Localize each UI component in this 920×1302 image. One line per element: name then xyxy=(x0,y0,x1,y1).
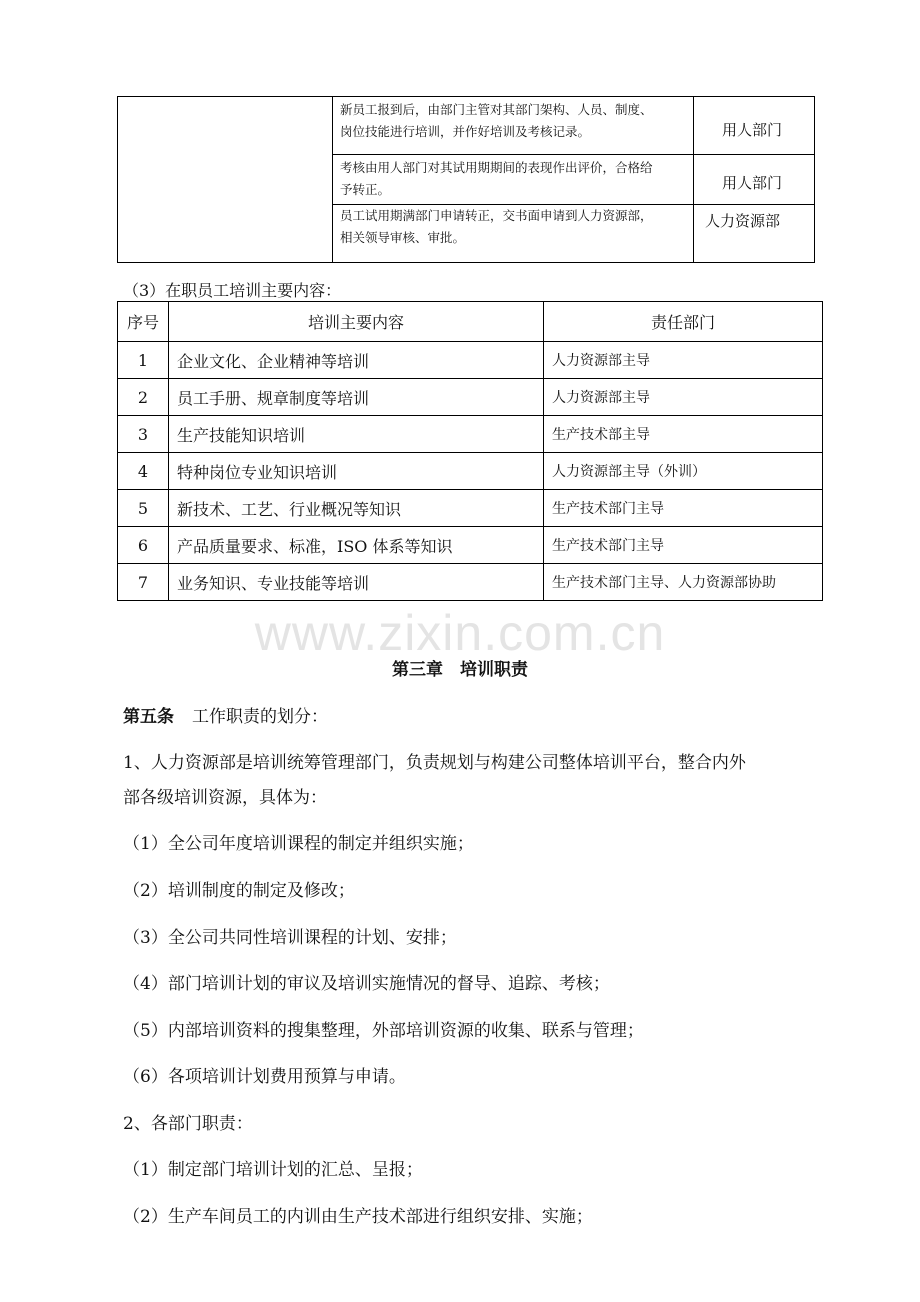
table-row xyxy=(118,527,823,564)
table-row-description: 考核由用人部门对其试用期期间的表现作出评价，合格给 予转正。 xyxy=(340,160,653,197)
watermark: www.zixin.com.cn xyxy=(254,605,666,661)
list-item: （6）各项培训计划费用预算与申请。 xyxy=(123,1067,406,1087)
table-row xyxy=(118,342,823,379)
row-dept: 人力资源部主导 xyxy=(544,342,823,379)
list-item: （1）制定部门培训计划的汇总、呈报； xyxy=(123,1160,423,1180)
header-content: 培训主要内容 xyxy=(169,302,544,342)
training-content-table xyxy=(117,301,823,601)
list-item: （1）全公司年度培训课程的制定并组织实施； xyxy=(123,834,474,854)
row-dept: 人力资源部主导 xyxy=(544,379,823,416)
table-row-description: 员工试用期满部门申请转正，交书面申请到人力资源部， 相关领导审核、审批。 xyxy=(340,208,653,245)
row-content: 员工手册、规章制度等培训 xyxy=(169,379,544,416)
row-dept: 生产技术部主导 xyxy=(544,416,823,453)
probation-training-table xyxy=(117,96,815,263)
row-number: 2 xyxy=(118,379,169,416)
row-content: 特种岗位专业知识培训 xyxy=(169,453,544,490)
row-dept: 生产技术部门主导 xyxy=(544,527,823,564)
row-number: 7 xyxy=(118,564,169,601)
row-dept: 生产技术部门主导、人力资源部协助 xyxy=(544,564,823,601)
table-row xyxy=(118,490,823,527)
table-row xyxy=(118,564,823,601)
row-divider xyxy=(332,154,814,155)
column-divider xyxy=(332,97,333,262)
row-content: 新技术、工艺、行业概况等知识 xyxy=(169,490,544,527)
table-row-dept: 人力资源部 xyxy=(705,212,781,230)
table-row xyxy=(118,416,823,453)
list-item: （4）部门培训计划的审议及培训实施情况的督导、追踪、考核； xyxy=(123,974,610,994)
section-3-title: （3）在职员工培训主要内容： xyxy=(123,281,342,300)
hr-duty-paragraph-line: 1、人力资源部是培训统筹管理部门，负责规划与构建公司整体培训平台，整合内外 xyxy=(123,753,746,773)
article-heading xyxy=(123,702,328,727)
row-number: 6 xyxy=(118,527,169,564)
column-divider xyxy=(693,97,694,262)
dept-duty-title: 2、各部门职责： xyxy=(123,1114,253,1134)
row-dept: 生产技术部门主导 xyxy=(544,490,823,527)
row-number: 1 xyxy=(118,342,169,379)
header-dept: 责任部门 xyxy=(544,302,823,342)
list-item: （2）生产车间员工的内训由生产技术部进行组织安排、实施； xyxy=(123,1207,593,1227)
row-number: 3 xyxy=(118,416,169,453)
article-label: 第五条 xyxy=(123,707,174,727)
row-number: 5 xyxy=(118,490,169,527)
row-dept: 人力资源部主导（外训） xyxy=(544,453,823,490)
table-header-row xyxy=(118,302,823,342)
article-title: 工作职责的划分： xyxy=(192,707,328,727)
table-row-dept: 用人部门 xyxy=(722,174,783,192)
row-content: 业务知识、专业技能等培训 xyxy=(169,564,544,601)
table-row xyxy=(118,453,823,490)
table-row-dept: 用人部门 xyxy=(722,121,783,139)
row-number: 4 xyxy=(118,453,169,490)
list-item: （3）全公司共同性培训课程的计划、安排； xyxy=(123,928,457,948)
header-number: 序号 xyxy=(118,302,169,342)
hr-duty-paragraph-line: 部各级培训资源，具体为： xyxy=(123,788,327,808)
list-item: （5）内部培训资料的搜集整理，外部培训资源的收集、联系与管理； xyxy=(123,1021,644,1041)
row-content: 产品质量要求、标准，ISO 体系等知识 xyxy=(169,527,544,564)
table-row-description: 新员工报到后，由部门主管对其部门架构、人员、制度、 岗位技能进行培训，并作好培训及考核记录。 xyxy=(340,102,653,139)
row-content: 生产技能知识培训 xyxy=(169,416,544,453)
row-content: 企业文化、企业精神等培训 xyxy=(169,342,544,379)
chapter-title: 第三章 培训职责 xyxy=(392,660,528,680)
table-row xyxy=(118,379,823,416)
list-item: （2）培训制度的制定及修改； xyxy=(123,881,355,901)
